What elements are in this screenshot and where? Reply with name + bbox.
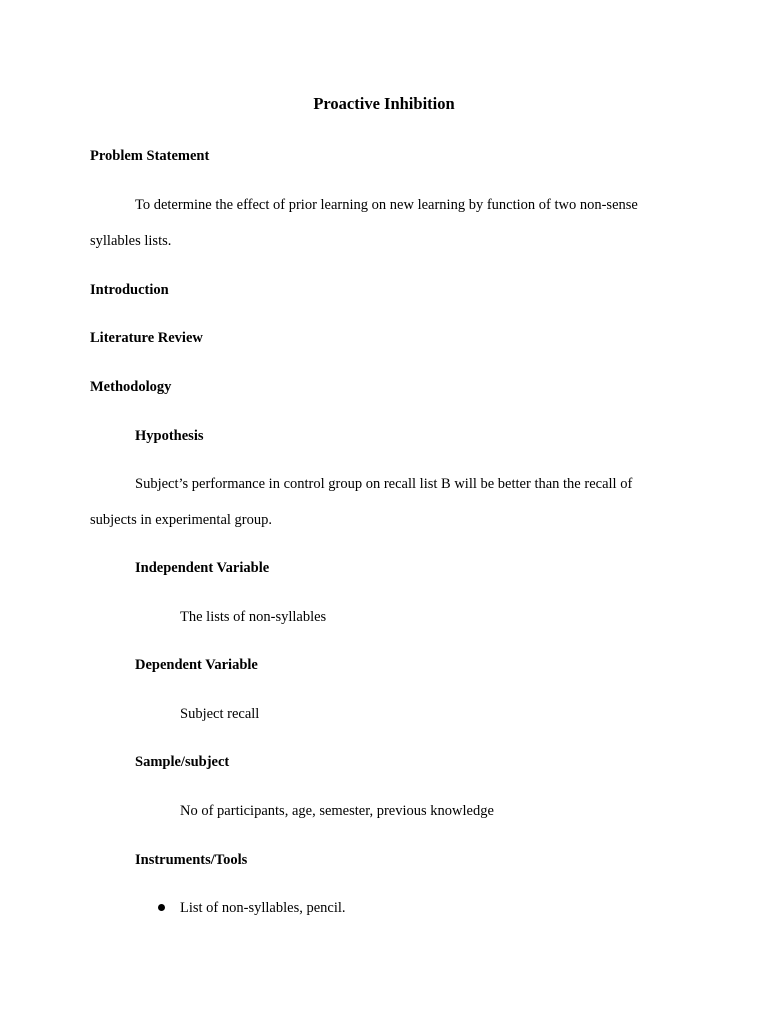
instruments-tools-heading: Instruments/Tools — [135, 852, 248, 868]
dependent-variable-heading: Dependent Variable — [135, 657, 258, 673]
hypothesis-heading: Hypothesis — [135, 428, 204, 444]
literature-review-heading: Literature Review — [90, 330, 203, 346]
sample-subject-text: No of participants, age, semester, previous knowledge — [180, 803, 494, 819]
hypothesis-text-line-2: subjects in experimental group. — [90, 512, 273, 528]
independent-variable-text: The lists of non-syllables — [180, 609, 327, 625]
hypothesis-text-line-1: Subject’s performance in control group on recall list B will be better than the recall of — [135, 476, 633, 492]
methodology-heading: Methodology — [90, 379, 172, 395]
dependent-variable-text: Subject recall — [180, 706, 260, 722]
document-title: Proactive Inhibition — [313, 94, 455, 113]
instruments-list-item: List of non-syllables, pencil. — [180, 900, 346, 916]
bullet-icon — [158, 904, 165, 911]
problem-statement-text-line-2: syllables lists. — [90, 233, 172, 249]
problem-statement-heading: Problem Statement — [90, 148, 210, 164]
independent-variable-heading: Independent Variable — [135, 560, 270, 576]
problem-statement-text-line-1: To determine the effect of prior learning on new learning by function of two non-sense — [135, 197, 638, 213]
sample-subject-heading: Sample/subject — [135, 754, 230, 770]
introduction-heading: Introduction — [90, 282, 169, 298]
